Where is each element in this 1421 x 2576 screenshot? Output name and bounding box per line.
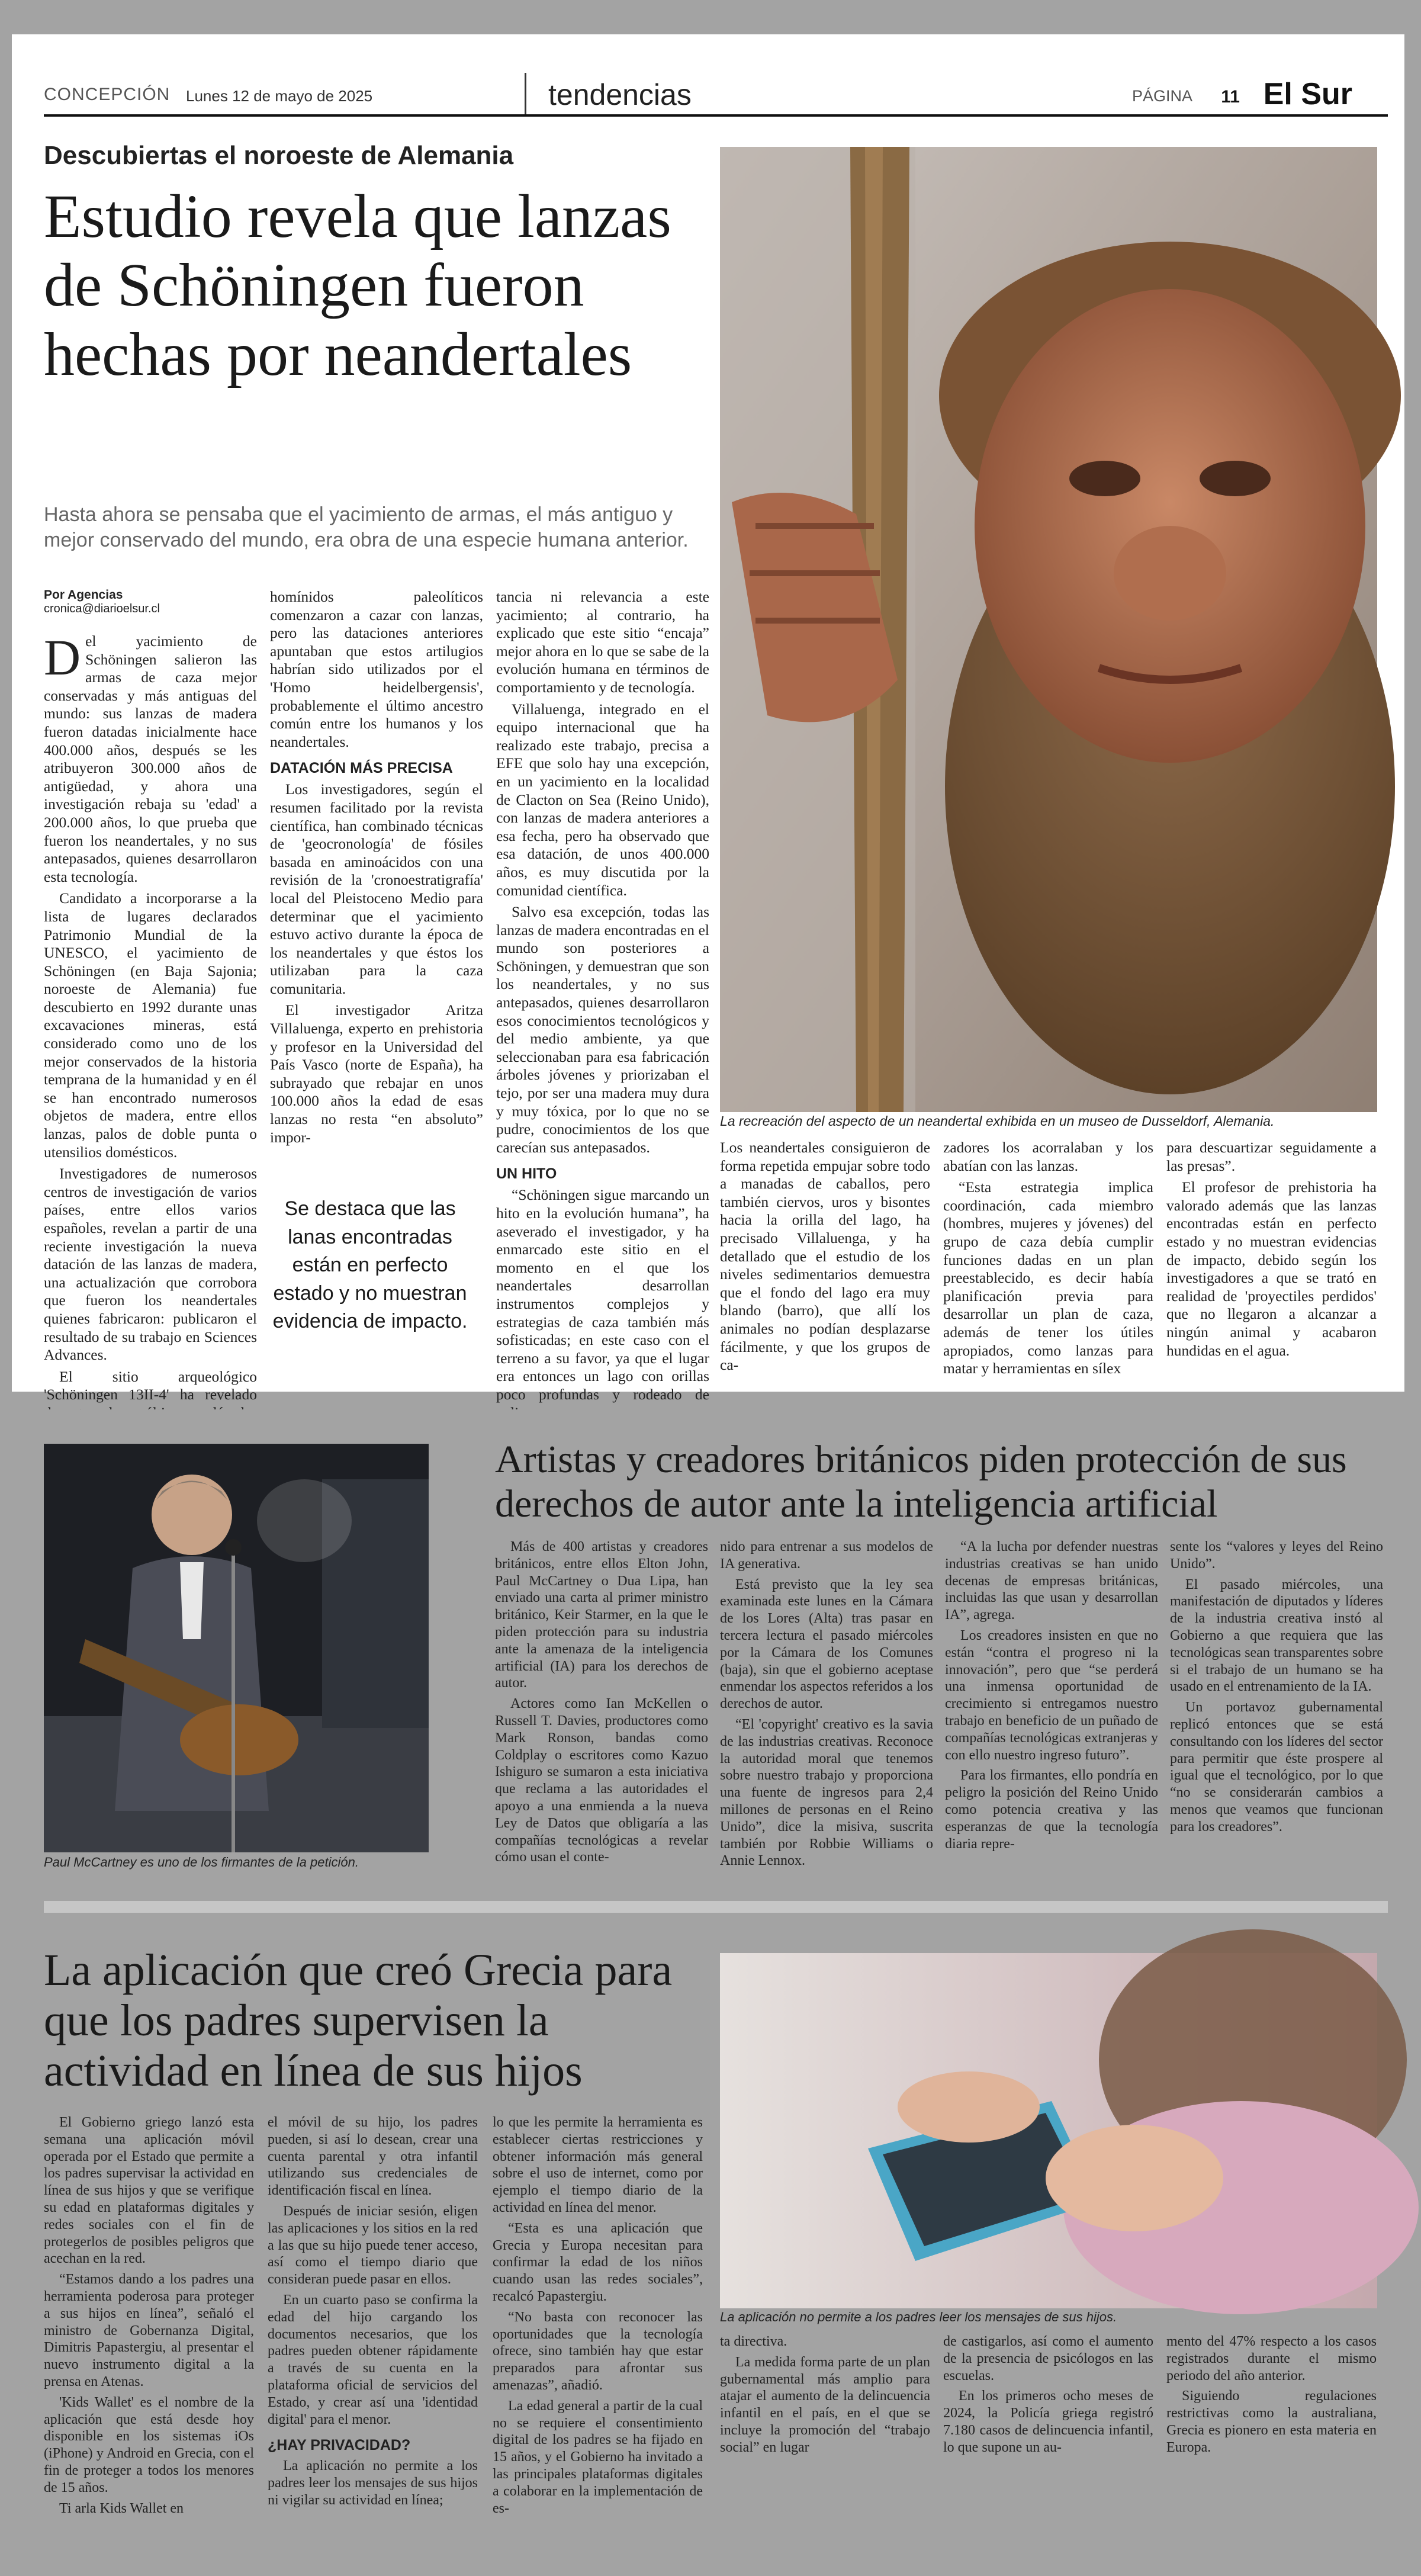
article1-headline: Estudio revela que lanzas de Schöningen fueron hechas por neandertales <box>44 182 671 388</box>
article2-column-1: Más de 400 artistas y creadores británicos, entre ellos Elton John, Paul McCartney o Dua Lipa, han enviado una carta al primer ministro británico, Keir Starmer, en la que le piden protección para su industria ante la amenaza de la inteligencia artificial (IA) para los derechos de autor. Actores como Ian McKellen o Russell T. Davies, productores como Mark Ronson, bandas como Coldplay o escritores como Kazuo Ishiguro se sumaron a esta iniciativa que reclama a las autoridades el apoyo a una enmienda a la nueva Ley de Datos que obligaría a las compañías tecnológicas a revelar cómo usan el conte- <box>495 1539 708 1865</box>
page-header <box>44 73 1388 117</box>
article3-headline: La aplicación que creó Grecia para que los padres supervisen la actividad en línea de sus hijos <box>44 1945 673 2096</box>
article2-column-3: “A la lucha por defender nuestras industrias creativas se han unido decenas de empresas británicas, incluidas las que usan y desarrollan IA”, agrega. Los creadores insisten en que no están “contra el progreso ni la innovación”, pero que “se perderá una inmensa oportunidad de crecimiento si entregamos nuestro trabajo en beneficio de un puñado de compañías tecnológicas extranjeras y con ello nuestro ingreso futuro”. Para los firmantes, ello pondría en peligro la posición del Reino Unido como potencia creativa y las esperanzas de que la tecnología diaria repre- <box>945 1539 1158 1852</box>
article3-column-2: el móvil de su hijo, los padres pueden, si así lo desean, crear una cuenta parental y otra infantil utilizando sus credenciales de identificación fiscal en línea. Después de iniciar sesión, eligen las aplicaciones y los sitios en la red a las que su hijo puede tener acceso, así como el tiempo diario que consideran puede pasar en ellos. En un cuarto paso se confirma la edad del hijo cargando los documentos necesarios, que los padres pueden obtener rápidamente a través de su cuenta en la plataforma oficial de servicios del Estado, y crear así una 'identidad digital' para el menor. ¿HAY PRIVACIDAD? La aplicación no permite a los padres leer los mensajes de sus hijos ni vigilar su actividad en línea; <box>268 2115 478 2508</box>
article1-subhead: Hasta ahora se pensaba que el yacimiento de armas, el más antiguo y mejor conservado del mundo, era obra de una especie humana anterior. <box>44 503 689 551</box>
section-heading: DATACIÓN MÁS PRECISA <box>270 760 453 777</box>
header-page-label: PÁGINA <box>1131 87 1192 105</box>
header-city: CONCEPCIÓN <box>44 85 171 104</box>
article1-column-2: homínidos paleolíticos comenzaron a cazar con lanzas, pero las dataciones anteriores apuntaban que estos artilugios habrían sido utilizados por el 'Homo heidelbergensis', probablemente el último ancestro común entre los humanos y los neandertales. DATACIÓN MÁS PRECISA Los investigadores, según el resumen facilitado por la revista científica, han combinado técnicas de 'geocronología' de fósiles basada en aminoácidos con una revisión de la 'cronoestratigrafía' local del Pleistoceno Medio para determinar que el yacimiento estuvo activo durante la época de los neandertales y que éstos los utilizaban para la caza comunitaria. El investigador Aritza Villaluenga, experto en prehistoria y profesor en la Universidad del País Vasco (norte de España), ha subrayado que rebajar en unos 100.000 años la edad de esas lanzas no resta “en absoluto” impor- <box>270 588 483 1146</box>
neanderthal-photo <box>720 147 1377 1112</box>
page-article-neanderthal <box>12 34 1404 1403</box>
article3-column-3: lo que les permite la herramienta es establecer ciertas restricciones y obtener información más general sobre el uso de internet, como por ejemplo el tiempo diario de la actividad en línea del menor. “Esta es una aplicación que Grecia y Europa necesitan para confirmar la edad de los niños cuando usan las redes sociales”, recalcó Papastergiu. “No basta con reconocer las oportunidades que la tecnología ofrece, sino también hay que estar preparados para afrontar sus amenazas”, añadió. La edad general a partir de la cual no se requiere el consentimiento digital de los padres se ha fijado en 15 años, y el Gobierno ha invitado a las principales plataformas digitales a colaborar en la implementación de es- <box>493 2115 703 2516</box>
section-heading: UN HITO <box>496 1165 557 1183</box>
header-page-number: 11 <box>1221 87 1240 107</box>
article1-column-6: para descuartizar seguidamente a las presas”. El profesor de prehistoria ha valorado además que las lanzas encontradas están en perfecto estado y no muestran evidencias de impacto, debido según los investigadores a que se trató en realidad de 'proyectiles perdidos' que no llegaron a alcanzar a ningún animal y acabaron hundidas en el agua. <box>1166 1139 1377 1359</box>
article2-column-2: nido para entrenar a sus modelos de IA generativa. Está previsto que la ley sea examinada este lunes en la Cámara de los Lores (Alta) tras pasar en tercera lectura el pasado miércoles por la Cámara de los Comunes (baja), sin que el gobierno aceptase enmendar los aspectos referidos a los derechos de autor. “El 'copyright' creativo es la savia de las industrias creativas. Reconoce la autoridad moral que tenemos sobre nuestro trabajo y proporciona una fuente de ingresos para 2,4 millones de personas en el Reino Unido”, dice la misiva, suscrita también por Robbie Williams o Annie Lennox. <box>720 1539 933 1869</box>
article3-column-5: de castigarlos, así como el aumento de la presencia de psicólogos en las escuelas. En los primeros ocho meses de 2024, la Policía griega registró 7.180 casos de delincuencia infantil, lo que supone un au- <box>943 2334 1153 2455</box>
child-phone-photo <box>720 1953 1377 2308</box>
article1-photo-caption: La recreación del aspecto de un neandertal exhibida en un museo de Dusseldorf, Alemania. <box>720 1113 1275 1129</box>
article1-byline <box>44 588 257 616</box>
article3-column-4: ta directiva. La medida forma parte de un plan gubernamental más amplio para atajar el aumento de la delincuencia infantil en el país, en el que se incluye la promoción del “trabajo social” en lugar <box>720 2334 930 2455</box>
article3-column-1: El Gobierno griego lanzó esta semana una aplicación móvil operada por el Estado que permite a los padres supervisar la actividad en línea de sus hijos y que se verifique su edad en plataformas digitales y redes sociales con el fin de protegerlos de posibles peligros que acechan en la red. “Estamos dando a los padres una herramienta poderosa para proteger a sus hijos en línea”, señaló el ministro de Gobernanza Digital, Dimitris Papastergiu, al presentar el nuevo instrumento digital a la prensa en Atenas. 'Kids Wallet' es el nombre de la aplicación que está desde hoy disponible en los sistemas iOs (iPhone) y Android en Grecia, con el fin de proteger a todos los menores de 15 años. Ti arla Kids Wallet en <box>44 2115 254 2516</box>
section-heading: ¿HAY PRIVACIDAD? <box>268 2437 411 2454</box>
article2-column-4: sente los “valores y leyes del Reino Unido”. El pasado miércoles, una manifestación de diputados y líderes de la industria creativa instó al Gobierno a que requiera que las tecnológicas sean transparentes sobre si el trabajo de un humano se ha usado en el entrenamiento de la IA. Un portavoz gubernamental replicó entonces que se está consultando con los líderes del sector para permitir que éste prospere al igual que el tecnológico, por lo que “no se considerarán cambios a menos que veamos que funcionan para los creadores”. <box>1170 1539 1383 1835</box>
section-divider <box>44 1901 1388 1913</box>
article2-photo-caption: Paul McCartney es uno de los firmantes de la petición. <box>44 1855 359 1870</box>
header-divider <box>525 73 526 114</box>
article2-headline: Artistas y creadores británicos piden protección de sus derechos de autor ante la inteligencia artificial <box>495 1438 1347 1525</box>
mccartney-photo <box>44 1444 429 1852</box>
article3-column-6: mento del 47% respecto a los casos registrados durante el mismo periodo del año anterior. Siguiendo regulaciones restrictivas como la australiana, Grecia es pionero en esta materia en Europa. <box>1166 2334 1377 2455</box>
pull-quote: Se destaca que las lanas encontradas están en perfecto estado y no muestran evidencia de impacto. <box>272 1197 468 1333</box>
article1-column-1: Del yacimiento de Schöningen salieron las armas de caza mejor conservadas y más antiguas del mundo: sus lanzas de madera fueron datadas inicialmente hace 400.000 años, después se les atribuyeron 300.000 años de antigüedad, y ahora una investigación rebaja su 'edad' a 200.000 años, lo que prueba que fueron los neandertales, y no sus antepasados, quienes desarrollaron esta tecnología. Candidato a incorporarse a la lista de lugares declarados Patrimonio Mundial de la UNESCO, el yacimiento de Schöningen (en Baja Sajonia; noroeste de Alemania) fue descubierto en 1992 durante unas excavaciones mineras, está considerado como uno de los mejor conservados de la historia temprana de la humanidad y en él se han encontrado numerosos objetos de madera, entre ellos lanzas, palos de doble punta o utensilios domésticos. Investigadores de numerosos centros de investigación de varios países, entre ellos varios españoles, revelan a partir de una reciente investigación la nueva datación de las lanzas de madera, una actualización que corrobora que fueron los neandertales quienes fabricaron: publicaron el resultado de su trabajo en Sciences Advances. El sitio arqueológico 'Schöningen 13II-4' ha revelado <box>44 629 257 1403</box>
newspaper-logo: El Sur <box>1263 77 1352 111</box>
article1-column-5: zadores los acorralaban y los abatían con las lanzas. “Esta estrategia implica coordinación, cada miembro (hombres, mujeres y jóvenes) del grupo de caza debía cumplir funciones dadas en un plan preestablecido, es decir había planificación previa para desarrollar un plan de caza, además de tener los útiles apropiados, como lanzas para matar y herramientas en sílex <box>943 1139 1153 1377</box>
byline-name: Por Agencias <box>44 588 123 602</box>
article1-column-4: Los neandertales consiguieron de forma repetida empujar sobre todo a manadas de caballos, pero también ciervos, uros y bisontes hacia la orilla del lago, ha precisado Villaluenga, y ha detallado que el estudio de los niveles sedimentarios demuestra que el fondo del lago era muy blando (barro), que allí los animales no podían desplazarse fácilmente, y que los grupos de ca- <box>720 1139 930 1374</box>
article3-photo-caption: La aplicación no permite a los padres leer los mensajes de sus hijos. <box>720 2310 1117 2324</box>
page-gray-articles <box>12 1409 1404 2564</box>
header-section: tendencias <box>548 78 692 111</box>
article1-column-3: tancia ni relevancia a este yacimiento; al contrario, ha explicado que este sitio “encaja” mejor ahora en lo que se sabe de la evolución humana en términos de comportamiento y de tecnología. Villaluenga, integrado en el equipo internacional que ha realizado este trabajo, precisa a EFE que solo hay una excepción, en un yacimiento en la localidad de Clacton on Sea (Reino Unido), con lanzas de madera anteriores a esa fecha, pero ha observado que esa datación, de unos 400.000 años, es muy discutida por la comunidad científica. Salvo esa excepción, todas las lanzas de madera encontradas en el mundo son posteriores a Schöningen, y demuestran que son los neandertales, y no sus antepasados, quienes desarrollaron esos conocimientos tecnológicos y del medio ambiente, ya que seleccionaban para esa fabricación árboles jóvenes y priorizaban el tejo, por ser una madera muy dura y muy tóxica, por lo que no se pudre, conocimientos de los que carecían sus antepasados. UN HITO “Schöningen sigue marcando un hito en la evolución humana”, ha aseverado el investigador, y ha enmarcado este sitio en el momento en el que los neandertales desarrollan instrumentos complejos y estrategias de caza también más sofisticadas; en este caso con el terreno a su favor, ya que el lugar era entonces un lago con orillas poco profundas y rodeado de <box>496 588 709 1403</box>
byline-email: cronica@diarioelsur.cl <box>44 602 160 615</box>
dropcap: D <box>44 629 81 686</box>
article1-kicker: Descubiertas el noroeste de Alemania <box>44 141 514 170</box>
header-date: Lunes 12 de mayo de 2025 <box>186 87 373 105</box>
